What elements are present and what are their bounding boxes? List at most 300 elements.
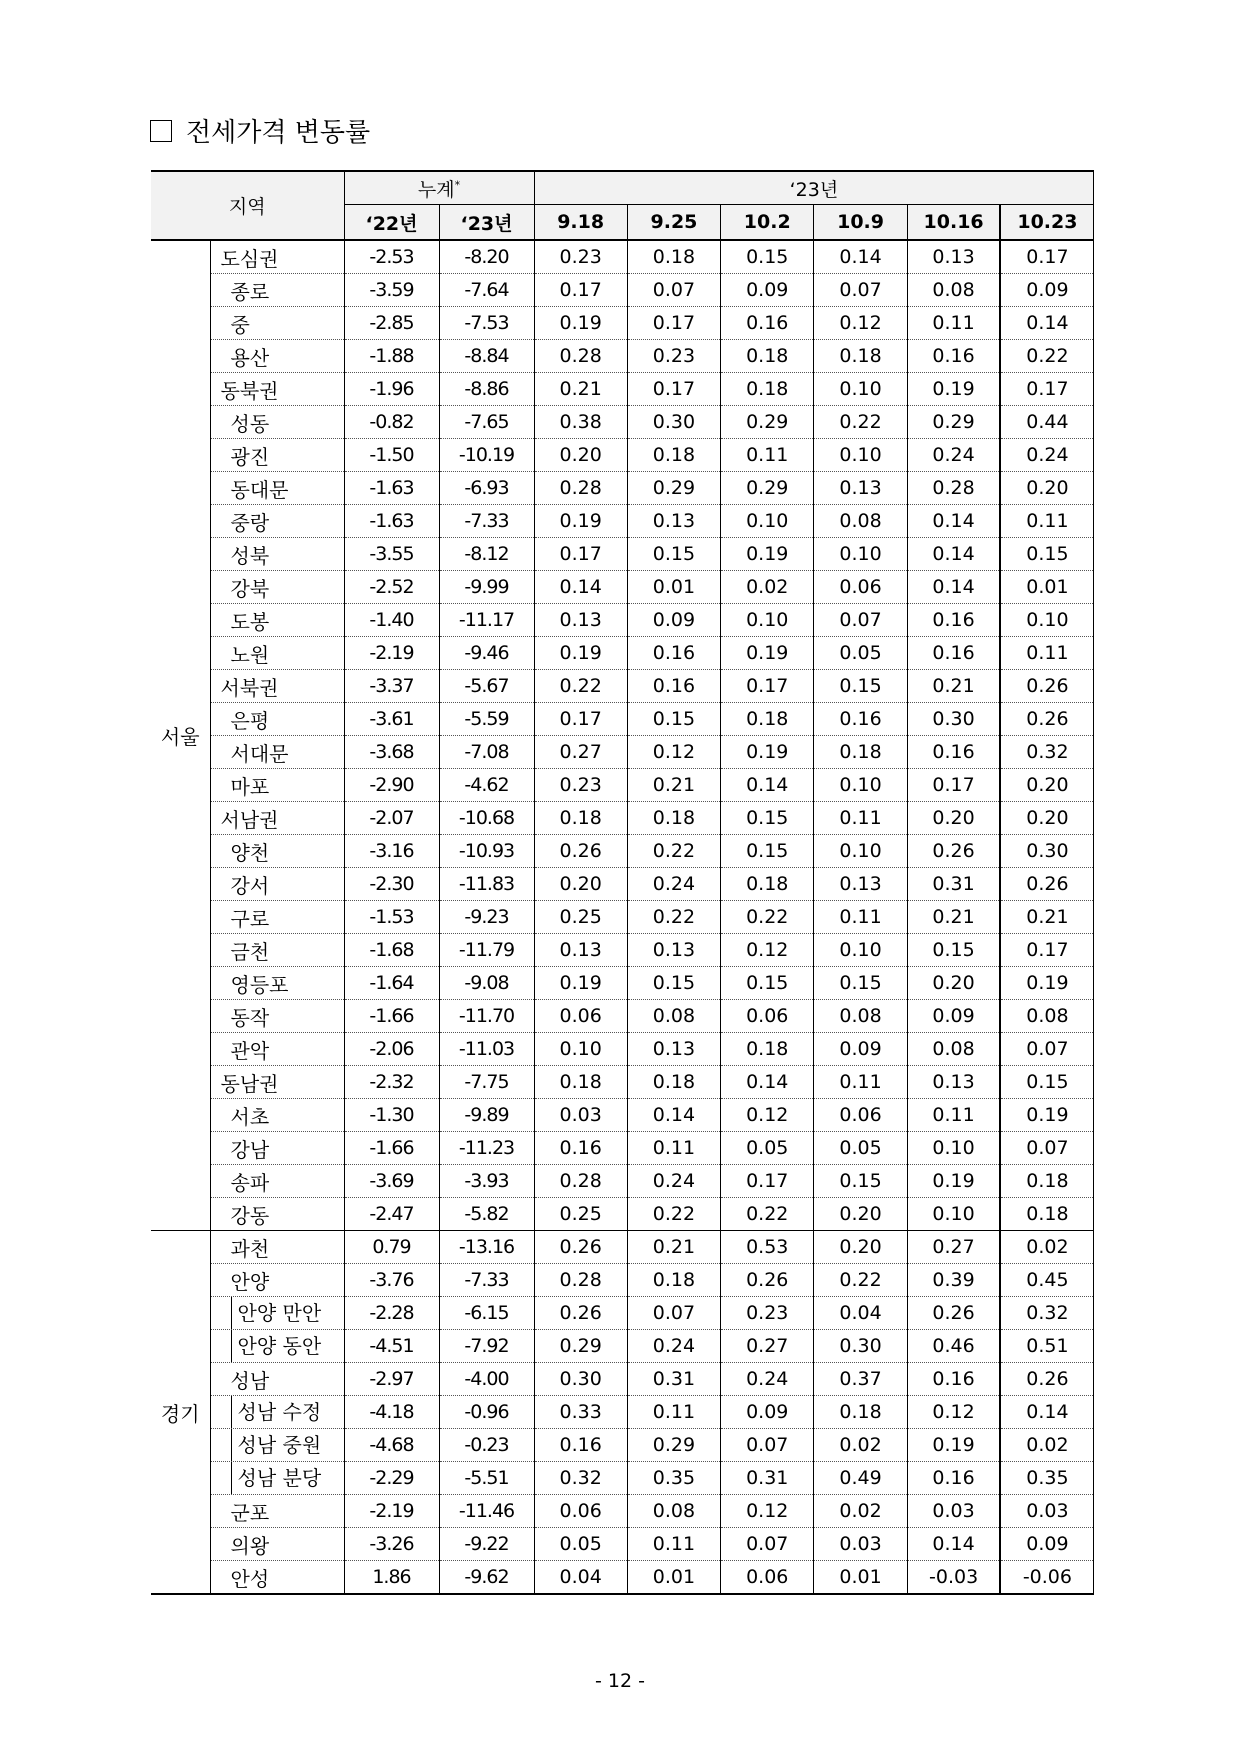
region-name: 은평 <box>210 703 344 736</box>
value-cell: -4.68 <box>344 1429 439 1462</box>
value-cell: -5.59 <box>439 703 534 736</box>
value-cell: -3.68 <box>344 736 439 769</box>
value-cell: -2.19 <box>344 637 439 670</box>
page-title: 전세가격 변동률 <box>186 118 371 148</box>
value-cell: 0.14 <box>721 1066 814 1099</box>
value-cell: 0.12 <box>721 934 814 967</box>
value-cell: 0.46 <box>907 1330 1000 1363</box>
value-cell: 0.20 <box>534 868 627 901</box>
value-cell: -5.51 <box>439 1462 534 1495</box>
value-cell: -0.96 <box>439 1396 534 1429</box>
value-cell: 0.24 <box>627 868 720 901</box>
value-cell: 0.08 <box>814 505 907 538</box>
table-row <box>151 1165 1094 1198</box>
value-cell: -3.93 <box>439 1165 534 1198</box>
value-cell: -1.50 <box>344 439 439 472</box>
value-cell: 0.25 <box>534 1198 627 1231</box>
region-name: 중 <box>210 307 344 340</box>
value-cell: 0.20 <box>907 967 1000 1000</box>
value-cell: 0.37 <box>814 1363 907 1396</box>
value-cell: -10.68 <box>439 802 534 835</box>
value-cell: -9.08 <box>439 967 534 1000</box>
table-row <box>151 1462 1094 1495</box>
region-name: 강서 <box>210 868 344 901</box>
value-cell: 0.13 <box>627 1033 720 1066</box>
region-name: 서대문 <box>210 736 344 769</box>
column-header: ‘23년 <box>439 205 534 241</box>
value-cell: 0.19 <box>1000 967 1093 1000</box>
value-cell: -9.23 <box>439 901 534 934</box>
table-row <box>151 1066 1094 1099</box>
region-name: 금천 <box>210 934 344 967</box>
table-row <box>151 802 1094 835</box>
value-cell: 0.25 <box>534 901 627 934</box>
value-cell: 0.07 <box>1000 1132 1093 1165</box>
value-cell: 0.16 <box>907 1462 1000 1495</box>
table-row <box>151 1231 1094 1264</box>
value-cell: 0.15 <box>627 967 720 1000</box>
value-cell: 0.15 <box>814 967 907 1000</box>
value-cell: 0.15 <box>627 538 720 571</box>
value-cell: 0.16 <box>907 604 1000 637</box>
value-cell: 0.14 <box>907 538 1000 571</box>
value-cell: -1.88 <box>344 340 439 373</box>
value-cell: 0.17 <box>627 373 720 406</box>
value-cell: -0.03 <box>907 1561 1000 1595</box>
region-name: 구로 <box>210 901 344 934</box>
value-cell: 0.03 <box>1000 1495 1093 1528</box>
region-name: 의왕 <box>210 1528 344 1561</box>
table-row <box>151 835 1094 868</box>
value-cell: 0.06 <box>814 1099 907 1132</box>
value-cell: 0.18 <box>721 373 814 406</box>
region-name: 관악 <box>210 1033 344 1066</box>
value-cell: 0.11 <box>627 1528 720 1561</box>
value-cell: 0.11 <box>1000 637 1093 670</box>
value-cell: -3.16 <box>344 835 439 868</box>
value-cell: 0.32 <box>1000 736 1093 769</box>
value-cell: 0.01 <box>627 571 720 604</box>
value-cell: 0.21 <box>1000 901 1093 934</box>
value-cell: -3.69 <box>344 1165 439 1198</box>
value-cell: 0.18 <box>534 802 627 835</box>
value-cell: -8.84 <box>439 340 534 373</box>
value-cell: 0.14 <box>627 1099 720 1132</box>
value-cell: 0.10 <box>814 835 907 868</box>
value-cell: 0.02 <box>814 1429 907 1462</box>
table-row <box>151 538 1094 571</box>
value-cell: -2.07 <box>344 802 439 835</box>
region-name: 성북 <box>210 538 344 571</box>
value-cell: 0.10 <box>814 373 907 406</box>
value-cell: 0.11 <box>814 1066 907 1099</box>
value-cell: 0.04 <box>814 1297 907 1330</box>
value-cell: 0.22 <box>534 670 627 703</box>
table-row <box>151 1561 1094 1595</box>
value-cell: 0.13 <box>534 604 627 637</box>
value-cell: 0.29 <box>721 472 814 505</box>
group-label: 서울 <box>151 240 210 1231</box>
value-cell: 0.13 <box>627 934 720 967</box>
table-row <box>151 736 1094 769</box>
region-name: 성남 분당 <box>210 1462 344 1495</box>
value-cell: -0.23 <box>439 1429 534 1462</box>
value-cell: 0.11 <box>814 802 907 835</box>
value-cell: 0.22 <box>627 835 720 868</box>
column-header: 10.9 <box>814 205 907 241</box>
table-row <box>151 571 1094 604</box>
value-cell: 0.07 <box>814 604 907 637</box>
cumulative-header: 누계* <box>344 171 534 205</box>
region-name: 용산 <box>210 340 344 373</box>
value-cell: 0.05 <box>721 1132 814 1165</box>
value-cell: 0.03 <box>534 1099 627 1132</box>
region-name: 도봉 <box>210 604 344 637</box>
value-cell: 0.27 <box>907 1231 1000 1264</box>
value-cell: 0.30 <box>627 406 720 439</box>
column-header: 10.2 <box>721 205 814 241</box>
value-cell: 0.10 <box>721 505 814 538</box>
value-cell: -1.66 <box>344 1132 439 1165</box>
value-cell: 0.29 <box>627 472 720 505</box>
value-cell: 0.07 <box>627 274 720 307</box>
table-row <box>151 373 1094 406</box>
table-row <box>151 1528 1094 1561</box>
value-cell: 0.03 <box>814 1528 907 1561</box>
value-cell: -1.96 <box>344 373 439 406</box>
value-cell: 0.02 <box>1000 1429 1093 1462</box>
value-cell: 0.28 <box>534 472 627 505</box>
value-cell: 0.15 <box>721 835 814 868</box>
value-cell: 0.17 <box>534 274 627 307</box>
value-cell: -3.37 <box>344 670 439 703</box>
value-cell: -11.46 <box>439 1495 534 1528</box>
value-cell: 0.20 <box>907 802 1000 835</box>
value-cell: 0.26 <box>534 1231 627 1264</box>
value-cell: 0.17 <box>1000 373 1093 406</box>
value-cell: 0.11 <box>907 1099 1000 1132</box>
value-cell: 0.15 <box>721 967 814 1000</box>
value-cell: 1.86 <box>344 1561 439 1595</box>
value-cell: 0.30 <box>1000 835 1093 868</box>
value-cell: 0.39 <box>907 1264 1000 1297</box>
value-cell: 0.14 <box>534 571 627 604</box>
value-cell: 0.21 <box>534 373 627 406</box>
year-2023-header: ‘23년 <box>534 171 1094 205</box>
value-cell: 0.10 <box>907 1198 1000 1231</box>
table-row <box>151 1132 1094 1165</box>
value-cell: 0.28 <box>907 472 1000 505</box>
value-cell: -8.86 <box>439 373 534 406</box>
value-cell: 0.29 <box>907 406 1000 439</box>
value-cell: -1.68 <box>344 934 439 967</box>
value-cell: -7.64 <box>439 274 534 307</box>
value-cell: -2.29 <box>344 1462 439 1495</box>
value-cell: 0.17 <box>1000 934 1093 967</box>
value-cell: 0.15 <box>627 703 720 736</box>
table-row <box>151 769 1094 802</box>
value-cell: 0.16 <box>814 703 907 736</box>
value-cell: -4.18 <box>344 1396 439 1429</box>
value-cell: 0.11 <box>627 1396 720 1429</box>
value-cell: 0.10 <box>814 769 907 802</box>
value-cell: 0.13 <box>814 868 907 901</box>
value-cell: 0.12 <box>627 736 720 769</box>
table-row <box>151 307 1094 340</box>
value-cell: 0.07 <box>814 274 907 307</box>
value-cell: 0.10 <box>814 439 907 472</box>
value-cell: 0.17 <box>721 670 814 703</box>
value-cell: 0.10 <box>1000 604 1093 637</box>
value-cell: 0.22 <box>721 901 814 934</box>
region-name: 강남 <box>210 1132 344 1165</box>
value-cell: 0.24 <box>907 439 1000 472</box>
table-row <box>151 1297 1094 1330</box>
value-cell: 0.08 <box>907 1033 1000 1066</box>
value-cell: 0.01 <box>814 1561 907 1595</box>
table-row <box>151 1264 1094 1297</box>
value-cell: 0.10 <box>907 1132 1000 1165</box>
value-cell: 0.08 <box>907 274 1000 307</box>
value-cell: 0.10 <box>534 1033 627 1066</box>
region-name: 성남 <box>210 1363 344 1396</box>
value-cell: 0.08 <box>814 1000 907 1033</box>
region-name: 종로 <box>210 274 344 307</box>
value-cell: -3.59 <box>344 274 439 307</box>
value-cell: 0.12 <box>907 1396 1000 1429</box>
value-cell: 0.26 <box>1000 1363 1093 1396</box>
region-name: 안양 <box>210 1264 344 1297</box>
value-cell: -2.30 <box>344 868 439 901</box>
value-cell: 0.15 <box>814 670 907 703</box>
region-name: 동북권 <box>210 373 344 406</box>
value-cell: 0.19 <box>907 373 1000 406</box>
value-cell: 0.11 <box>627 1132 720 1165</box>
value-cell: -7.33 <box>439 505 534 538</box>
value-cell: 0.18 <box>627 439 720 472</box>
value-cell: 0.08 <box>627 1000 720 1033</box>
value-cell: -7.75 <box>439 1066 534 1099</box>
region-name: 동작 <box>210 1000 344 1033</box>
value-cell: 0.16 <box>627 637 720 670</box>
value-cell: 0.23 <box>627 340 720 373</box>
value-cell: -8.20 <box>439 240 534 274</box>
value-cell: 0.15 <box>1000 538 1093 571</box>
value-cell: -3.61 <box>344 703 439 736</box>
value-cell: -4.51 <box>344 1330 439 1363</box>
table-row <box>151 637 1094 670</box>
table-row <box>151 901 1094 934</box>
value-cell: 0.19 <box>1000 1099 1093 1132</box>
region-name: 안양 동안 <box>210 1330 344 1363</box>
value-cell: -9.89 <box>439 1099 534 1132</box>
table-row <box>151 505 1094 538</box>
region-name: 서북권 <box>210 670 344 703</box>
value-cell: 0.27 <box>721 1330 814 1363</box>
region-name: 영등포 <box>210 967 344 1000</box>
value-cell: 0.12 <box>721 1495 814 1528</box>
table-row <box>151 1363 1094 1396</box>
value-cell: 0.22 <box>627 1198 720 1231</box>
value-cell: 0.26 <box>1000 670 1093 703</box>
value-cell: 0.31 <box>721 1462 814 1495</box>
value-cell: 0.32 <box>1000 1297 1093 1330</box>
value-cell: 0.17 <box>907 769 1000 802</box>
table-row <box>151 406 1094 439</box>
table-row <box>151 604 1094 637</box>
value-cell: 0.16 <box>534 1132 627 1165</box>
value-cell: 0.44 <box>1000 406 1093 439</box>
value-cell: 0.22 <box>814 406 907 439</box>
value-cell: 0.26 <box>1000 703 1093 736</box>
value-cell: 0.19 <box>721 736 814 769</box>
value-cell: 0.24 <box>627 1165 720 1198</box>
value-cell: 0.22 <box>721 1198 814 1231</box>
cumulative-footnote-mark: * <box>454 178 461 192</box>
table-row <box>151 240 1094 274</box>
value-cell: 0.26 <box>721 1264 814 1297</box>
group-label: 경기 <box>151 1231 210 1595</box>
value-cell: 0.01 <box>1000 571 1093 604</box>
region-name: 강북 <box>210 571 344 604</box>
value-cell: 0.26 <box>907 1297 1000 1330</box>
value-cell: 0.19 <box>721 538 814 571</box>
value-cell: 0.17 <box>1000 240 1093 274</box>
value-cell: -2.52 <box>344 571 439 604</box>
value-cell: 0.11 <box>814 901 907 934</box>
value-cell: 0.35 <box>627 1462 720 1495</box>
value-cell: 0.26 <box>1000 868 1093 901</box>
value-cell: 0.09 <box>721 1396 814 1429</box>
value-cell: 0.22 <box>627 901 720 934</box>
value-cell: 0.31 <box>627 1363 720 1396</box>
value-cell: -2.06 <box>344 1033 439 1066</box>
value-cell: 0.01 <box>627 1561 720 1595</box>
value-cell: 0.12 <box>814 307 907 340</box>
column-header: 10.16 <box>907 205 1000 241</box>
region-name: 중랑 <box>210 505 344 538</box>
value-cell: 0.26 <box>534 1297 627 1330</box>
value-cell: -13.16 <box>439 1231 534 1264</box>
value-cell: 0.18 <box>721 340 814 373</box>
value-cell: -1.63 <box>344 505 439 538</box>
value-cell: 0.16 <box>907 340 1000 373</box>
value-cell: -5.67 <box>439 670 534 703</box>
value-cell: 0.21 <box>907 901 1000 934</box>
value-cell: 0.13 <box>627 505 720 538</box>
value-cell: 0.10 <box>814 934 907 967</box>
jeonse-price-change-table <box>151 170 1094 1595</box>
value-cell: 0.23 <box>721 1297 814 1330</box>
value-cell: 0.14 <box>907 571 1000 604</box>
value-cell: 0.28 <box>534 1264 627 1297</box>
value-cell: 0.20 <box>1000 802 1093 835</box>
value-cell: -11.17 <box>439 604 534 637</box>
value-cell: 0.23 <box>534 769 627 802</box>
region-name: 안성 <box>210 1561 344 1595</box>
value-cell: -11.03 <box>439 1033 534 1066</box>
region-name: 강동 <box>210 1198 344 1231</box>
value-cell: 0.11 <box>1000 505 1093 538</box>
value-cell: 0.35 <box>1000 1462 1093 1495</box>
value-cell: -9.99 <box>439 571 534 604</box>
value-cell: 0.29 <box>721 406 814 439</box>
value-cell: 0.18 <box>814 1396 907 1429</box>
value-cell: 0.24 <box>1000 439 1093 472</box>
value-cell: 0.53 <box>721 1231 814 1264</box>
value-cell: 0.18 <box>1000 1165 1093 1198</box>
table-row <box>151 703 1094 736</box>
value-cell: 0.06 <box>721 1000 814 1033</box>
value-cell: 0.21 <box>627 1231 720 1264</box>
value-cell: 0.15 <box>814 1165 907 1198</box>
value-cell: -2.32 <box>344 1066 439 1099</box>
value-cell: 0.33 <box>534 1396 627 1429</box>
value-cell: -7.08 <box>439 736 534 769</box>
value-cell: 0.31 <box>907 868 1000 901</box>
value-cell: -1.66 <box>344 1000 439 1033</box>
value-cell: -5.82 <box>439 1198 534 1231</box>
value-cell: 0.18 <box>627 1264 720 1297</box>
value-cell: 0.09 <box>1000 1528 1093 1561</box>
value-cell: 0.15 <box>907 934 1000 967</box>
value-cell: 0.02 <box>721 571 814 604</box>
value-cell: 0.13 <box>907 1066 1000 1099</box>
value-cell: 0.10 <box>721 604 814 637</box>
value-cell: 0.23 <box>534 240 627 274</box>
value-cell: 0.11 <box>721 439 814 472</box>
value-cell: -1.40 <box>344 604 439 637</box>
value-cell: 0.24 <box>627 1330 720 1363</box>
value-cell: 0.21 <box>907 670 1000 703</box>
value-cell: -2.47 <box>344 1198 439 1231</box>
value-cell: 0.28 <box>534 340 627 373</box>
value-cell: 0.18 <box>721 868 814 901</box>
value-cell: 0.19 <box>907 1165 1000 1198</box>
column-header: 10.23 <box>1000 205 1093 241</box>
value-cell: 0.13 <box>907 240 1000 274</box>
table-row <box>151 472 1094 505</box>
value-cell: 0.20 <box>814 1231 907 1264</box>
value-cell: -6.93 <box>439 472 534 505</box>
value-cell: 0.26 <box>907 835 1000 868</box>
value-cell: 0.24 <box>721 1363 814 1396</box>
value-cell: 0.21 <box>627 769 720 802</box>
value-cell: 0.17 <box>534 703 627 736</box>
value-cell: -3.26 <box>344 1528 439 1561</box>
column-header: ‘22년 <box>344 205 439 241</box>
value-cell: 0.08 <box>1000 1000 1093 1033</box>
value-cell: -1.30 <box>344 1099 439 1132</box>
value-cell: -11.79 <box>439 934 534 967</box>
value-cell: -0.06 <box>1000 1561 1093 1595</box>
value-cell: 0.32 <box>534 1462 627 1495</box>
value-cell: 0.45 <box>1000 1264 1093 1297</box>
value-cell: 0.14 <box>907 505 1000 538</box>
value-cell: 0.20 <box>534 439 627 472</box>
value-cell: 0.19 <box>721 637 814 670</box>
value-cell: 0.05 <box>814 637 907 670</box>
table-row <box>151 340 1094 373</box>
value-cell: 0.18 <box>627 1066 720 1099</box>
value-cell: 0.20 <box>1000 769 1093 802</box>
value-cell: -9.46 <box>439 637 534 670</box>
value-cell: 0.07 <box>627 1297 720 1330</box>
value-cell: 0.07 <box>721 1528 814 1561</box>
value-cell: 0.16 <box>627 670 720 703</box>
value-cell: -0.82 <box>344 406 439 439</box>
value-cell: 0.17 <box>534 538 627 571</box>
